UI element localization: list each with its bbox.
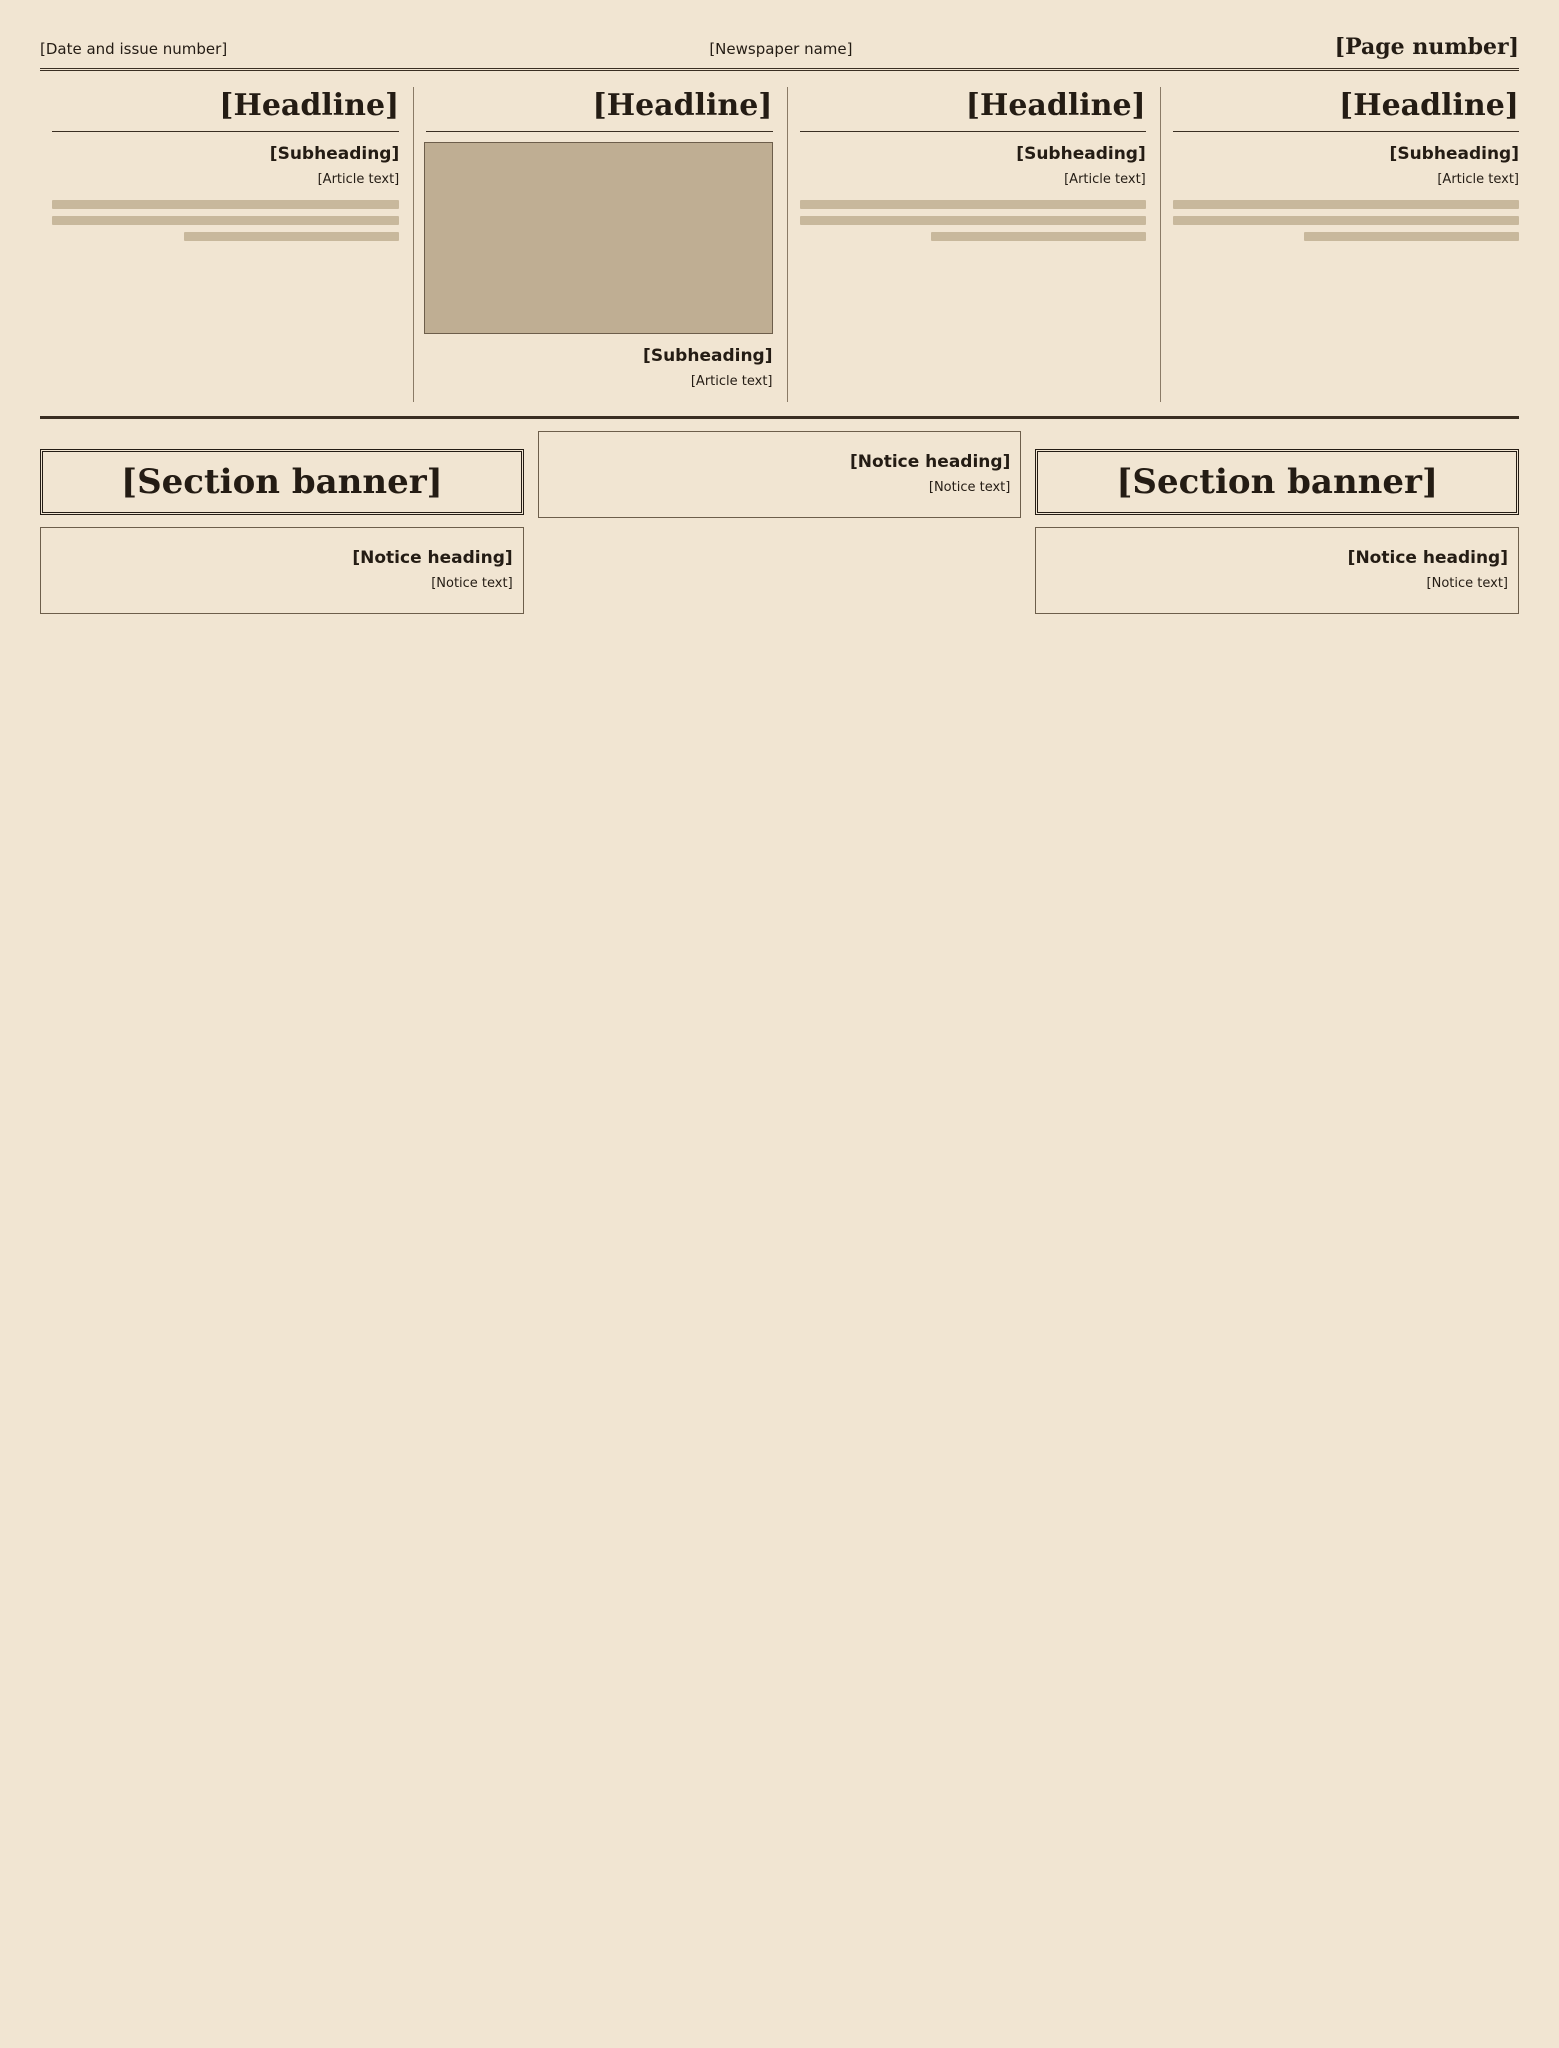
column-3-body: [Article text]	[690, 373, 773, 389]
paper-name: [Newspaper name]	[709, 40, 853, 58]
notice-3	[40, 527, 524, 614]
section-banner-right: [Section banner]	[40, 449, 524, 515]
masthead	[40, 34, 1519, 71]
column-1-body: [Article text]	[1437, 171, 1519, 187]
notice-3-body: [Notice text]	[431, 576, 513, 592]
notices-middle	[538, 431, 1022, 624]
notice-1-title: [Notice heading]	[1347, 548, 1508, 569]
column-1-subhead: [Subheading]	[1389, 143, 1519, 164]
notice-1	[1035, 527, 1519, 614]
notice-2-title: [Notice heading]	[850, 452, 1011, 473]
page-number: [Page number]	[1334, 34, 1519, 60]
column-3-subhead: [Subheading]	[643, 345, 773, 366]
column-2-subhead: [Subheading]	[1016, 143, 1146, 164]
column-2-headline: [Headline]	[800, 87, 1146, 132]
upper-columns	[40, 87, 1519, 402]
column-4-subhead: [Subheading]	[269, 143, 400, 164]
column-4-headline: [Headline]	[52, 87, 399, 132]
notice-1-body: [Notice text]	[1426, 576, 1508, 592]
notices-right	[40, 431, 524, 624]
column-3	[413, 87, 772, 402]
notice-2-body: [Notice text]	[928, 480, 1011, 496]
column-1	[1160, 87, 1519, 402]
column-1-headline: [Headline]	[1173, 87, 1519, 132]
portrait-photo-placeholder	[424, 142, 772, 334]
column-4	[40, 87, 399, 402]
column-4-body: [Article text]	[317, 171, 400, 187]
section-banner-left: [Section banner]	[1035, 449, 1519, 515]
issue-dateline: [Date and issue number]	[40, 40, 228, 58]
notices-left	[1035, 431, 1519, 624]
column-2	[787, 87, 1146, 402]
notices-section	[40, 416, 1519, 624]
notice-3-title: [Notice heading]	[352, 548, 513, 569]
notice-2	[538, 431, 1022, 518]
column-2-body: [Article text]	[1064, 171, 1146, 187]
column-3-headline: [Headline]	[426, 87, 772, 132]
